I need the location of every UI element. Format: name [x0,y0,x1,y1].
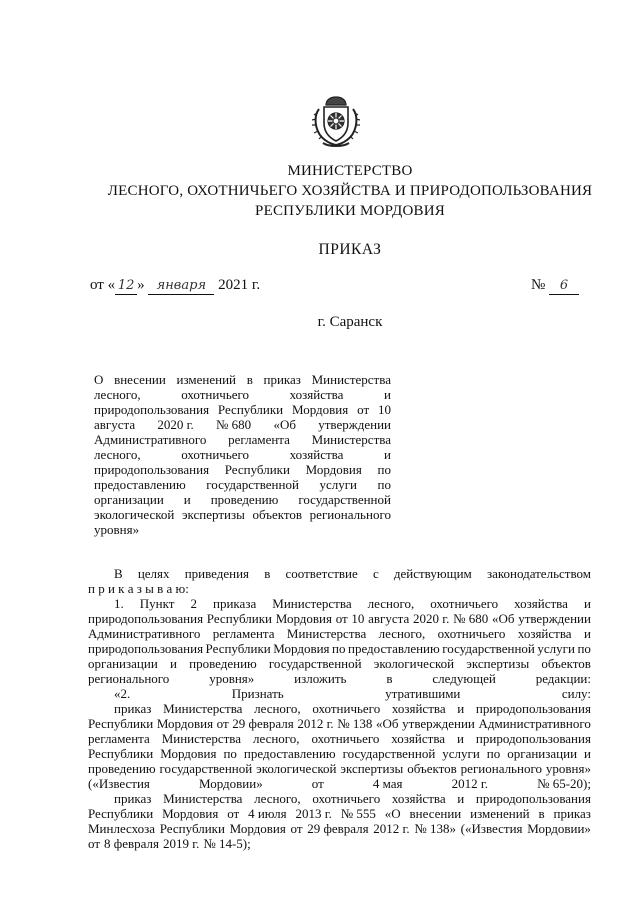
word: Министерства [311,432,391,447]
word: 10 [377,402,391,417]
word: Мордовии» [527,821,591,836]
word: внесении [114,372,166,387]
word: 8 февраля [104,836,159,851]
word: регионального [460,761,542,776]
word: № 138» [414,821,456,836]
word: по [377,462,391,477]
word: охотничьего [312,791,381,806]
word: охотничьего [181,447,250,462]
word: лесного, [254,791,301,806]
word: хозяйства [391,791,446,806]
body-line [88,656,591,671]
body-line [88,746,591,761]
word: предоставлению [243,746,336,761]
word: приведения [184,566,250,581]
word: и [457,731,464,746]
word: экологической [94,507,175,522]
word: «Об [491,611,515,626]
word: регионального [309,507,391,522]
word: № 555 [340,806,376,821]
word: природопользования [88,611,204,626]
body-line [88,701,591,716]
word: Минлесхоза [88,821,156,836]
word: Министерства [163,791,243,806]
word: экспертизы [340,761,404,776]
word: В [88,566,123,581]
body-line [88,626,591,641]
word: услуги [537,641,575,656]
order-date [90,277,260,295]
subject-line [94,507,391,522]
body-line [88,731,591,746]
word: Мордовия [156,716,214,731]
word: 2020 г. [157,417,194,432]
word: 29 февраля [232,716,294,731]
word: проведению [210,492,279,507]
word: от [290,821,303,836]
ministry-line-3: РЕСПУБЛИКИ МОРДОВИЯ [255,203,445,219]
word: объектов [407,761,457,776]
subject-line [94,372,391,387]
word: утверждении [402,716,475,731]
word: лесного, [94,387,141,402]
word: Республики [205,641,271,656]
word: по [377,477,391,492]
body-line [88,716,591,731]
ministry-line-1: МИНИСТЕРСТВО [287,163,413,179]
word: 29 февраля [307,821,369,836]
word: и [584,746,591,761]
word: и [583,626,591,641]
word: проведению [88,761,156,776]
coat-of-arms-icon [309,93,363,149]
word: внесении [409,806,462,821]
word: лесного, [254,701,301,716]
word: государственной [298,492,391,507]
word: предоставлению [94,477,186,492]
word: от [335,611,348,626]
word: государственной [268,656,362,671]
ministry-line-2: ЛЕСНОГО, ОХОТНИЧЬЕГО ХОЗЯЙСТВА И ПРИРОДОПОЛЬЗОВАНИЯ [107,183,593,199]
word: Мордовия [275,611,332,626]
word: 4 мая [372,776,403,791]
word: Мордовия [162,806,219,821]
word: и [583,596,591,611]
body-line [88,671,591,686]
body-line [88,806,591,821]
word: в [246,372,253,387]
word: государственной [342,746,436,761]
body-line [88,776,591,791]
body-line [88,821,591,836]
date-prefix: от « [90,277,116,293]
word: уровня» [209,671,255,686]
word: хозяйства [289,447,344,462]
word: Министерства [311,372,391,387]
word: природопользования [88,641,204,656]
city: г. Саранск [317,314,383,330]
word: Административного [94,432,207,447]
word: 1. [88,596,124,611]
word: изложить [294,671,347,686]
date-day-handwritten: 12 [115,278,137,295]
word: силу: [561,686,591,701]
word: охотничьего [311,731,380,746]
word: природопользования [475,791,591,806]
order-body [88,566,591,851]
word: хозяйства [289,387,344,402]
word: экспертизы [181,507,245,522]
word: по [577,641,591,656]
word: августа [368,611,410,626]
word: «Об [273,417,296,432]
word: целях [137,566,170,581]
word: организации [507,746,578,761]
word: в [264,566,271,581]
word: по [332,641,346,656]
word: экологической [373,656,455,671]
word: Административного [478,716,591,731]
word: «2. [88,686,131,701]
word: Республики [88,716,154,731]
word: от [311,776,324,791]
order-subject [94,372,391,537]
word: охотничьего [181,387,250,402]
word: государственной [206,477,299,492]
word: охотничьего [437,626,506,641]
word: от [216,716,229,731]
word: уровня» [94,522,140,537]
word: Республики [159,821,225,836]
number-handwritten: 6 [549,278,579,295]
word: Мордовия [229,821,286,836]
word: регламента [228,432,290,447]
subject-line [94,417,391,432]
body-line [88,641,591,656]
word: хозяйства [517,626,572,641]
word: хозяйства [391,701,446,716]
word: 2012 г. [451,776,488,791]
word: государственной [159,761,253,776]
word: изменений [470,806,530,821]
word: по [486,746,501,761]
word: 10 [351,611,365,626]
word: соответствие [285,566,358,581]
word: Министерства [163,701,243,716]
document-type: ПРИКАЗ [318,241,382,258]
word: утратившими [385,686,461,701]
word: Мордовия [160,746,217,761]
word: 2012 г. [373,821,410,836]
word: Министерства [161,731,242,746]
word: Пункт [139,596,175,611]
word: 2 [190,596,197,611]
word: и [384,387,391,402]
word: лесного, [367,596,415,611]
word: приказ [553,806,591,821]
word: Мордовия [305,462,362,477]
word: утверждении [518,611,591,626]
word: от [357,402,370,417]
word: № 680 [216,417,252,432]
word: охотничьего [430,596,499,611]
word: Мордовия [291,402,349,417]
word: п р и к а з ы в а ю: [88,581,189,596]
word: по [223,746,237,761]
body-line [88,686,591,701]
word: в [386,671,393,686]
word: августа [94,417,136,432]
word: государственной [442,641,535,656]
word: Республики [217,402,284,417]
ministry-title [60,161,640,221]
date-mid: » [137,277,145,293]
word: и [457,701,465,716]
word: № 65-20); [537,776,591,791]
word: Признать [231,686,284,701]
word: законодательством [486,566,591,581]
word: предоставлению [348,641,440,656]
word: О [94,372,104,387]
subject-line [94,522,391,537]
word: охотничьего [312,701,381,716]
word: экспертизы [466,656,530,671]
word: утверждении [318,417,391,432]
word: и [169,656,177,671]
word: экологической [256,761,337,776]
subject-line [94,387,391,402]
body-line [88,596,591,611]
word: уровня» [545,761,591,776]
word: приказ [263,372,301,387]
subject-line [94,402,391,417]
word: 2019 г. [162,836,200,851]
word: природопользования [475,701,591,716]
word: Республики [206,611,272,626]
number-prefix: № [531,277,546,293]
word: 4 июля [248,806,287,821]
word: приказ [88,701,152,716]
word: («Известия [460,821,523,836]
body-line [88,761,591,776]
word: изменений [176,372,237,387]
word: лесного, [378,626,426,641]
subject-line [94,492,391,507]
word: Мордовии» [198,776,263,791]
subject-line [94,447,391,462]
word: от [227,806,240,821]
word: от [88,836,101,851]
word: в [538,806,545,821]
word: природопользования [94,402,210,417]
word: регионального [88,671,170,686]
word: хозяйства [391,731,446,746]
word: Министерства [286,626,367,641]
word: следующей [432,671,496,686]
word: приказ [88,791,152,806]
word: лесного, [252,731,300,746]
word: регламента [88,731,150,746]
word: и [183,492,191,507]
word: 2020 г. [412,611,450,626]
subject-line [94,462,391,477]
word: Республики [224,462,290,477]
word: редакции: [535,671,591,686]
word: действующим [393,566,472,581]
word: природопользования [94,462,210,477]
subject-line [94,432,391,447]
word: объектов [252,507,303,522]
word: и [457,791,465,806]
subject-line [94,477,391,492]
word: хозяйства [514,596,568,611]
word: 2013 г. [295,806,332,821]
word: Министерства [272,596,352,611]
word: регламента [212,626,275,641]
word: с [372,566,379,581]
body-line [88,566,591,581]
word: № 138 [337,716,373,731]
word: № 680 [453,611,489,626]
body-line [88,581,591,596]
word: «Об [376,716,399,731]
word: лесного, [94,447,141,462]
word: проведению [189,656,257,671]
word: услуги [442,746,480,761]
word: природопользования [475,731,591,746]
word: Административного [88,626,201,641]
body-line [88,611,591,626]
word: услуги [319,477,357,492]
word: объектов [541,656,591,671]
word: Мордовия [273,641,330,656]
date-month-handwritten: января [148,278,214,295]
word: № 14-5); [203,836,251,851]
word: приказа [213,596,257,611]
date-year: 2021 г. [218,277,261,293]
body-line [88,791,591,806]
word: организации [94,492,164,507]
body-line [88,836,591,851]
word: организации [88,656,158,671]
word: 2012 г. [297,716,334,731]
word: («Известия [88,776,150,791]
word: и [384,447,391,462]
word: Республики [88,806,154,821]
word: «О [384,806,401,821]
word: Республики [88,746,154,761]
order-number [531,277,579,295]
